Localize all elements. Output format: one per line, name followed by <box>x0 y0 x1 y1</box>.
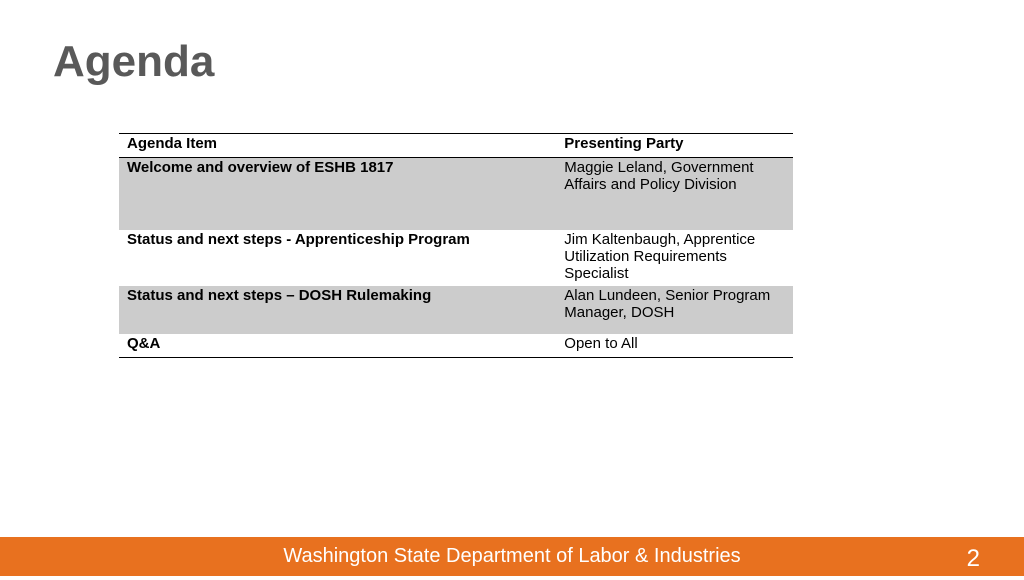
table-row <box>119 286 793 334</box>
table-header-row <box>119 134 793 158</box>
header-agenda-item: Agenda Item <box>119 134 556 158</box>
header-presenting-party: Presenting Party <box>556 134 793 158</box>
presenting-party-cell: Maggie Leland, Government Affairs and Policy Division <box>556 158 793 230</box>
presenting-party-cell: Open to All <box>556 334 793 358</box>
footer-bar <box>0 537 1024 576</box>
footer-organization-name: Washington State Department of Labor & Industries <box>283 545 741 567</box>
slide-title: Agenda <box>53 37 215 86</box>
agenda-item-cell: Q&A <box>119 334 556 358</box>
presenting-party-cell: Jim Kaltenbaugh, Apprentice Utilization Requirements Specialist <box>564 230 756 282</box>
table-row <box>119 158 793 230</box>
table-row <box>119 334 793 358</box>
slide-page-number: 2 <box>966 545 980 572</box>
agenda-table <box>119 133 793 358</box>
agenda-item-cell: Welcome and overview of ESHB 1817 <box>119 158 556 230</box>
table-row <box>119 230 793 286</box>
agenda-item-cell: Status and next steps - Apprenticeship Program <box>127 230 470 248</box>
agenda-item-cell: Status and next steps – DOSH Rulemaking <box>119 286 556 334</box>
presenting-party-cell: Alan Lundeen, Senior Program Manager, DOSH <box>556 286 793 334</box>
